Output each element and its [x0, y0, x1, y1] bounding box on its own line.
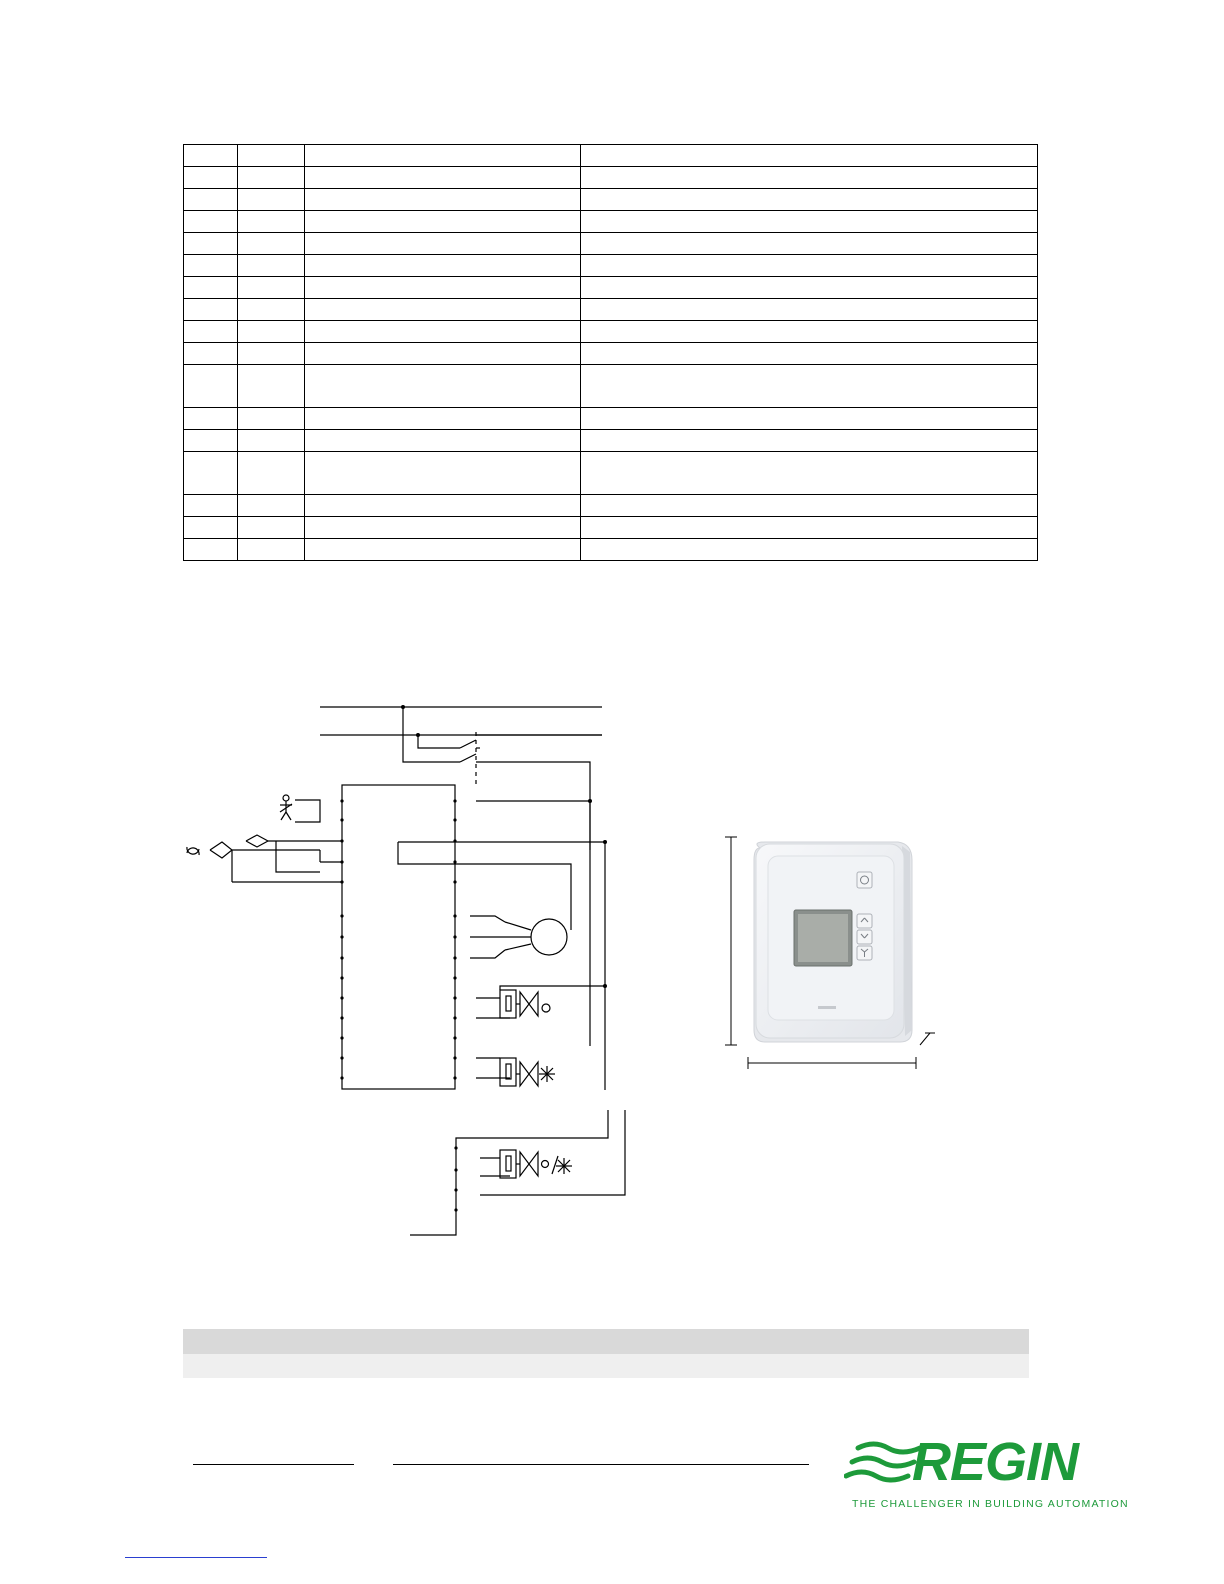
table-row	[184, 408, 1038, 430]
table-cell	[238, 145, 305, 167]
person-icon	[283, 795, 289, 801]
table-cell	[238, 452, 305, 495]
junction-dot	[401, 705, 405, 709]
table-cell	[184, 408, 238, 430]
logo-wordmark: REGIN	[912, 1432, 1079, 1492]
table-row	[184, 233, 1038, 255]
table-cell	[305, 452, 581, 495]
table-cell	[184, 343, 238, 365]
junction-dot	[603, 984, 607, 988]
table-cell	[581, 452, 1038, 495]
footer-link-underline[interactable]	[125, 1557, 267, 1558]
terminal-dot	[454, 1146, 457, 1149]
terminal-dot	[340, 914, 343, 917]
table-row	[184, 255, 1038, 277]
table-cell	[184, 365, 238, 408]
table-row	[184, 277, 1038, 299]
table-cell	[238, 211, 305, 233]
table-cell	[581, 408, 1038, 430]
terminal-dot	[340, 956, 343, 959]
table-cell	[581, 299, 1038, 321]
footer-line-right	[393, 1464, 809, 1465]
table-cell	[238, 365, 305, 408]
table-cell	[581, 539, 1038, 561]
table-cell	[581, 495, 1038, 517]
table-cell	[238, 517, 305, 539]
table-row	[184, 211, 1038, 233]
terminal-dot	[453, 799, 456, 802]
table-cell	[238, 277, 305, 299]
table-cell	[184, 189, 238, 211]
terminal-dot	[340, 818, 343, 821]
terminal-dot	[454, 1188, 457, 1191]
terminal-dot	[340, 799, 343, 802]
table-cell	[305, 255, 581, 277]
table-cell	[581, 167, 1038, 189]
junction-dot	[603, 840, 607, 844]
junction-dot	[416, 733, 420, 737]
table-cell	[238, 495, 305, 517]
terminal-dot	[453, 1036, 456, 1039]
table-row	[184, 365, 1038, 408]
table-cell	[184, 517, 238, 539]
table-cell	[581, 255, 1038, 277]
terminal-dot	[453, 976, 456, 979]
table-cell	[305, 321, 581, 343]
table-cell	[184, 299, 238, 321]
terminal-dot	[453, 1056, 456, 1059]
table-cell	[238, 233, 305, 255]
terminal-dot	[454, 1168, 457, 1171]
table-row	[184, 343, 1038, 365]
grey-row-bar	[183, 1354, 1029, 1378]
table-cell	[305, 539, 581, 561]
table-row	[184, 539, 1038, 561]
table-row	[184, 430, 1038, 452]
table-cell	[238, 343, 305, 365]
grey-header-bar	[183, 1329, 1029, 1354]
table-cell	[305, 277, 581, 299]
table-cell	[305, 299, 581, 321]
table-row	[184, 452, 1038, 495]
table-cell	[238, 321, 305, 343]
table-cell	[305, 233, 581, 255]
table-cell	[238, 255, 305, 277]
terminal-dot	[454, 1208, 457, 1211]
table-cell	[305, 430, 581, 452]
terminal-dot	[453, 880, 456, 883]
table-cell	[238, 539, 305, 561]
table-cell	[581, 211, 1038, 233]
terminal-dot	[340, 880, 343, 883]
terminal-dot	[340, 976, 343, 979]
table-cell	[238, 167, 305, 189]
terminal-dot	[453, 996, 456, 999]
table-cell	[305, 167, 581, 189]
table-cell	[305, 517, 581, 539]
table-cell	[238, 299, 305, 321]
terminal-dot	[340, 996, 343, 999]
table-cell	[184, 495, 238, 517]
table-cell	[184, 539, 238, 561]
table-cell	[305, 408, 581, 430]
terminal-dot	[340, 1076, 343, 1079]
footer-line-left	[193, 1464, 354, 1465]
table-cell	[184, 277, 238, 299]
table-cell	[581, 145, 1038, 167]
logo-tagline: THE CHALLENGER IN BUILDING AUTOMATION	[852, 1498, 1129, 1510]
table-cell	[305, 365, 581, 408]
table-row	[184, 321, 1038, 343]
table-cell	[184, 167, 238, 189]
table-cell	[238, 430, 305, 452]
table-row	[184, 299, 1038, 321]
table-cell	[581, 517, 1038, 539]
table-row	[184, 145, 1038, 167]
table-row	[184, 517, 1038, 539]
table-cell	[184, 211, 238, 233]
table-cell	[581, 277, 1038, 299]
table-cell	[238, 408, 305, 430]
terminal-dot	[453, 1016, 456, 1019]
table-row	[184, 167, 1038, 189]
terminal-dot	[453, 914, 456, 917]
table-cell	[581, 233, 1038, 255]
table-cell	[581, 343, 1038, 365]
terminal-dot	[340, 935, 343, 938]
table-row	[184, 495, 1038, 517]
table-cell	[305, 211, 581, 233]
junction-dot	[588, 799, 592, 803]
terminal-dot	[340, 1016, 343, 1019]
table-cell	[581, 430, 1038, 452]
table-cell	[184, 452, 238, 495]
terminal-dot	[340, 860, 343, 863]
fan-motor	[531, 919, 567, 955]
terminal-dot	[453, 956, 456, 959]
table-cell	[305, 189, 581, 211]
table-cell	[184, 145, 238, 167]
table-cell	[581, 321, 1038, 343]
terminal-table	[183, 144, 1038, 561]
terminal-dot	[340, 839, 343, 842]
table-cell	[238, 189, 305, 211]
table-cell	[305, 495, 581, 517]
table-cell	[305, 145, 581, 167]
controller-box	[342, 785, 455, 1089]
table-cell	[184, 255, 238, 277]
table-cell	[184, 430, 238, 452]
thermostat-device-image	[720, 830, 960, 1070]
table-row	[184, 189, 1038, 211]
terminal-dot	[453, 839, 456, 842]
terminal-dot	[453, 1076, 456, 1079]
regin-logo	[840, 1432, 1129, 1517]
table-cell	[305, 343, 581, 365]
table-cell	[581, 365, 1038, 408]
terminal-dot	[340, 1056, 343, 1059]
terminal-dot	[453, 860, 456, 863]
wiring-diagram	[160, 690, 640, 1260]
table-cell	[184, 321, 238, 343]
terminal-dot	[453, 818, 456, 821]
terminal-dot	[340, 1036, 343, 1039]
table-cell	[184, 233, 238, 255]
terminal-dot	[453, 935, 456, 938]
table-cell	[581, 189, 1038, 211]
